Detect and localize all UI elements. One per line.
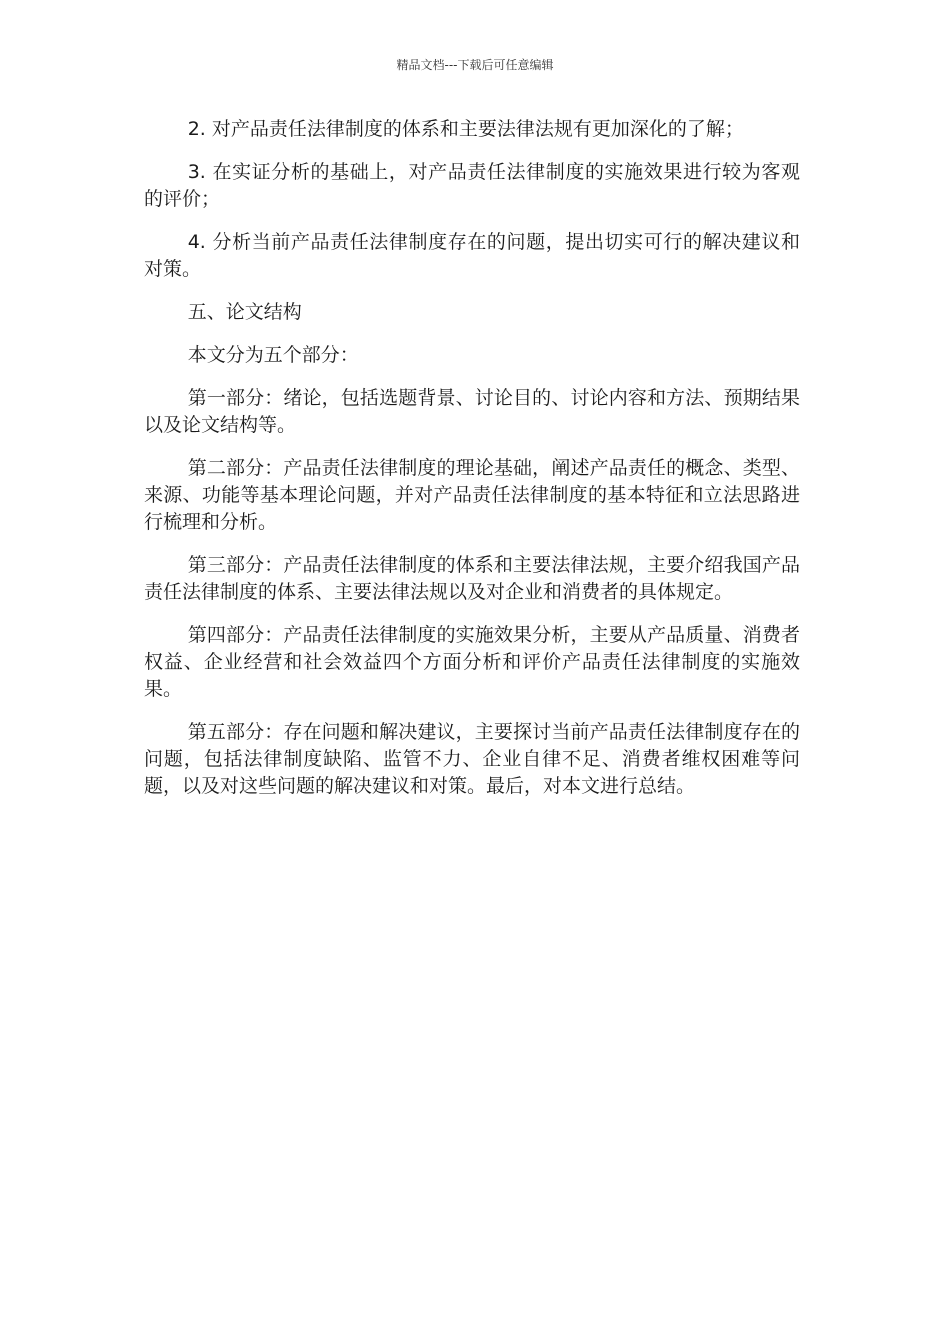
paragraph-part-4: 第四部分：产品责任法律制度的实施效果分析，主要从产品质量、消费者权益、企业经营和社会效益四个方面分析和评价产品责任法律制度的实施效果。 xyxy=(144,624,800,700)
document-body xyxy=(144,116,800,816)
section-heading-structure: 五、论文结构 xyxy=(187,301,302,323)
paragraph-structure-intro: 本文分为五个部分： xyxy=(187,344,359,366)
paragraph-objective-4: 4. 分析当前产品责任法律制度存在的问题，提出切实可行的解决建议和对策。 xyxy=(144,231,800,280)
paragraph-part-5: 第五部分：存在问题和解决建议，主要探讨当前产品责任法律制度存在的问题，包括法律制度缺陷、监管不力、企业自律不足、消费者维权困难等问题，以及对这些问题的解决建议和对策。最后，对本文进行总结。 xyxy=(144,721,800,797)
paragraph-part-2: 第二部分：产品责任法律制度的理论基础，阐述产品责任的概念、类型、来源、功能等基本理论问题，并对产品责任法律制度的基本特征和立法思路进行梳理和分析。 xyxy=(144,457,800,533)
page-header: 精品文档---下载后可任意编辑 xyxy=(396,58,554,72)
paragraph-part-3: 第三部分：产品责任法律制度的体系和主要法律法规，主要介绍我国产品责任法律制度的体系、主要法律法规以及对企业和消费者的具体规定。 xyxy=(144,554,800,603)
paragraph-objective-3: 3. 在实证分析的基础上，对产品责任法律制度的实施效果进行较为客观的评价； xyxy=(144,161,800,210)
paragraph-part-1: 第一部分：绪论，包括选题背景、讨论目的、讨论内容和方法、预期结果以及论文结构等。 xyxy=(144,387,800,436)
paragraph-objective-2: 2. 对产品责任法律制度的体系和主要法律法规有更加深化的了解； xyxy=(187,118,744,140)
